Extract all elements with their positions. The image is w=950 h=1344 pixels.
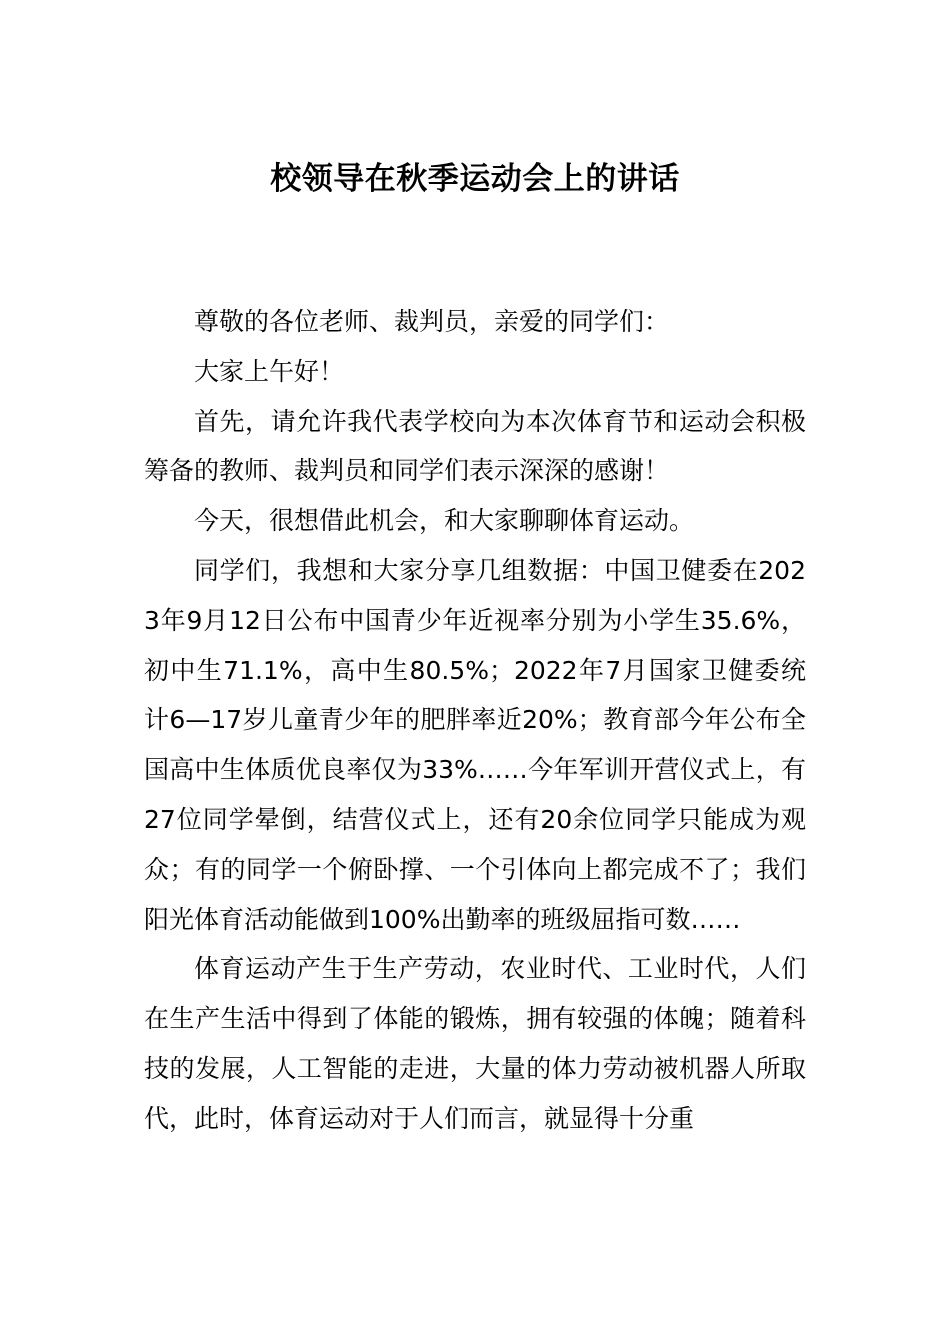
document-body xyxy=(144,297,806,1144)
topic-paragraph: 今天，很想借此机会，和大家聊聊体育运动。 xyxy=(194,506,695,536)
document-title: 校领导在秋季运动会上的讲话 xyxy=(270,161,680,197)
sports-history-paragraph: 体育运动产生于生产劳动，农业时代、工业时代，人们在生产生活中得到了体能的锻炼，拥有较强的体魄；随着科技的发展，人工智能的走进，大量的体力劳动被机器人所取代，此时，体育运动对于人们而言，就显得十分重 xyxy=(144,954,806,1133)
salutation-paragraph: 尊敬的各位老师、裁判员，亲爱的同学们： xyxy=(194,307,670,336)
thanks-paragraph: 首先，请允许我代表学校向为本次体育节和运动会积极筹备的教师、裁判员和同学们表示深深的感谢！ xyxy=(144,406,806,486)
statistics-paragraph: 同学们，我想和大家分享几组数据：中国卫健委在2023年9月12日公布中国青少年近视率分别为小学生35.6%，初中生71.1%，高中生80.5%；2022年7月国家卫健委统计6—17岁儿童青少年的肥胖率近20%；教育部今年公布全国高中生体质优良率仅为33%……今年军训开营仪式上，有27位同学晕倒，结营仪式上，还有20余位同学只能成为观众；有的同学一个俯卧撑、一个引体向上都完成不了；我们阳光体育活动能做到100%出勤率的班级屈指可数…… xyxy=(144,555,806,934)
greeting-paragraph: 大家上午好！ xyxy=(194,356,345,386)
